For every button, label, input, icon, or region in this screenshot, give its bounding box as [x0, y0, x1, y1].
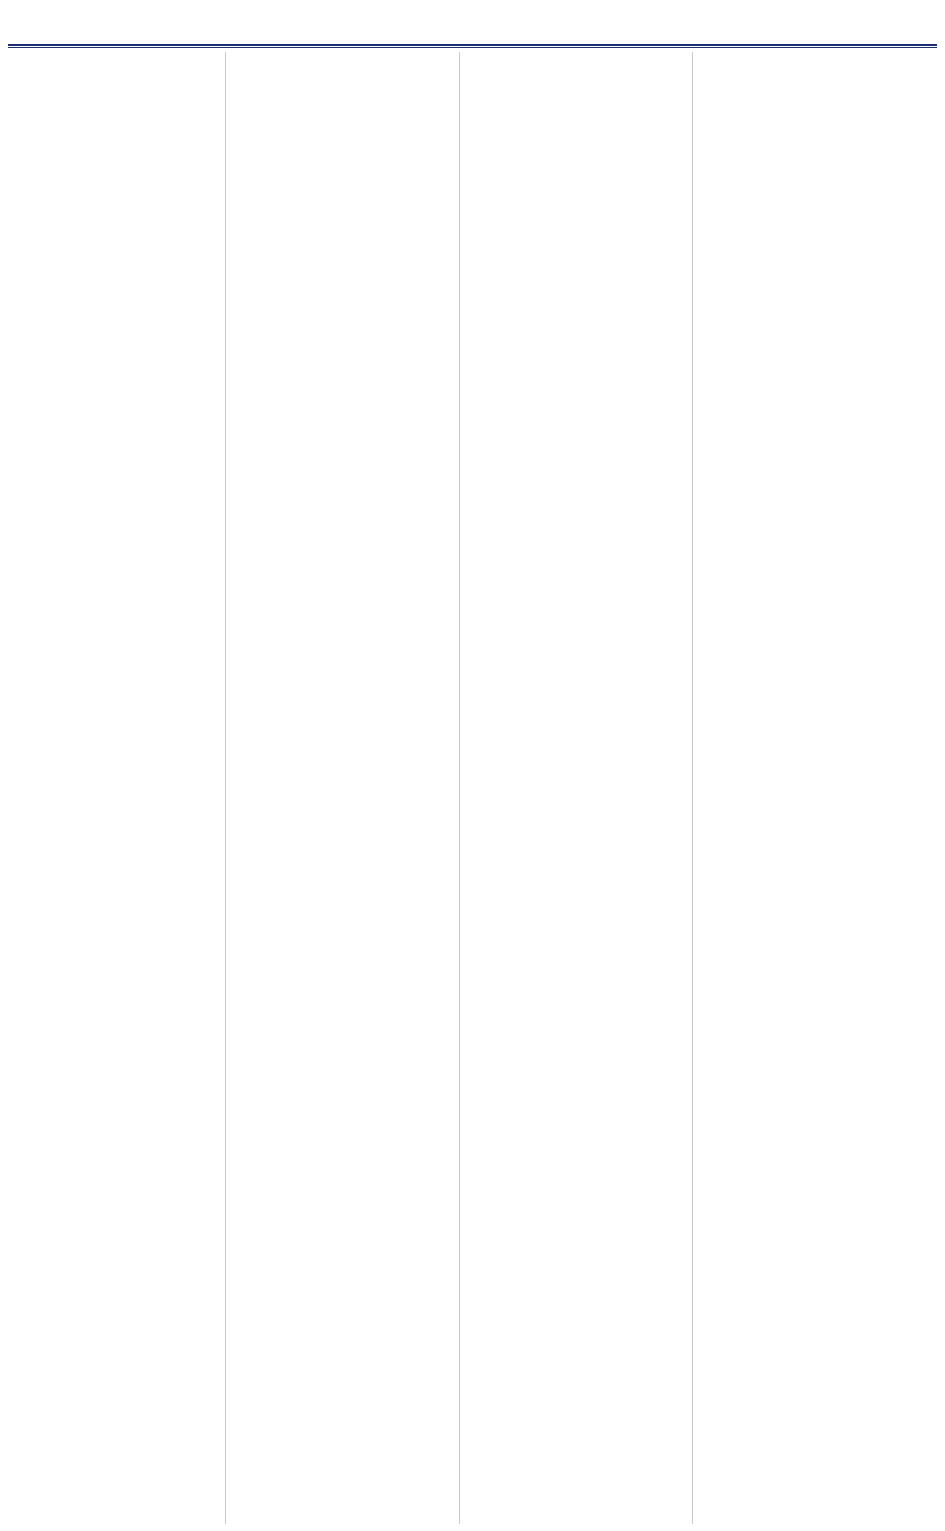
column-2 [230, 52, 455, 1524]
masthead [8, 4, 937, 46]
column-3 [463, 52, 688, 1524]
column-1 [8, 52, 222, 1524]
column-divider [225, 52, 226, 1524]
column-divider [692, 52, 693, 1524]
article-columns [8, 52, 937, 1524]
continued-text [230, 52, 455, 252]
masthead-rule [8, 44, 937, 46]
column-4 [696, 52, 937, 1524]
column-divider [459, 52, 460, 1524]
masthead-rule-thin [8, 47, 937, 48]
